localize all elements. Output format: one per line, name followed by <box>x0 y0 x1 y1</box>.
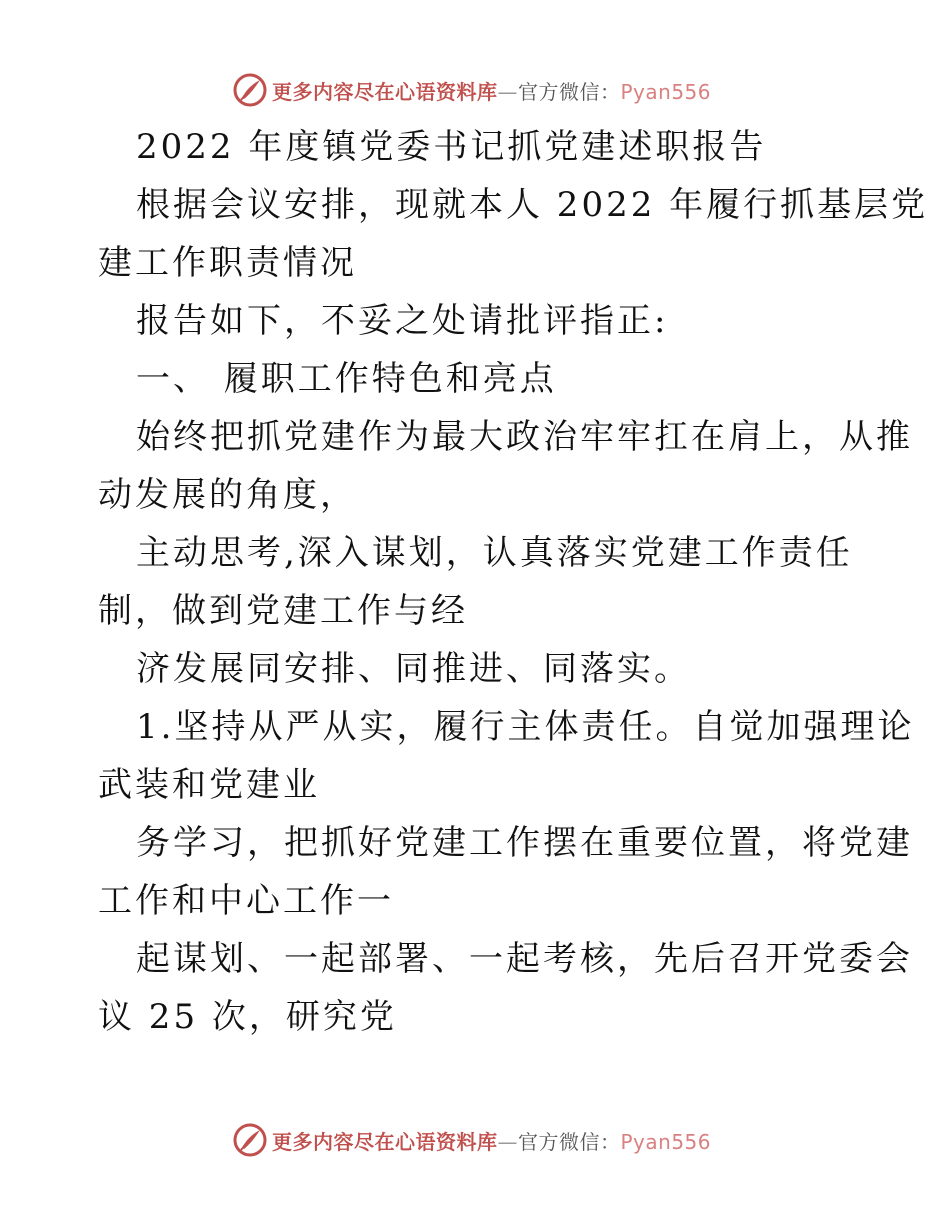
watermark-brand: 更多内容尽在心语资料库 <box>272 79 498 104</box>
quill-logo-icon <box>232 1122 268 1158</box>
paragraph-line: 务学习，把抓好党建工作摆在重要位置，将党建 <box>136 823 913 863</box>
paragraph-line: 制，做到党建工作与经 <box>98 591 468 631</box>
paragraph-line: 动发展的角度， <box>98 475 357 515</box>
watermark-brand: 更多内容尽在心语资料库 <box>272 1129 498 1154</box>
paragraph-line: 建工作职责情况 <box>98 243 357 283</box>
watermark-wechat-id: Pyan556 <box>620 79 712 104</box>
paragraph-line: 主动思考,深入谋划，认真落实党建工作责任 <box>136 533 853 573</box>
paragraph-line: 武装和党建业 <box>98 765 320 805</box>
paragraph-line: 起谋划、一起部署、一起考核，先后召开党委会 <box>136 939 913 979</box>
section-heading: 一、 履职工作特色和亮点 <box>136 359 557 399</box>
watermark-separator: — <box>497 1129 518 1154</box>
document-title: 2022 年度镇党委书记抓党建述职报告 <box>136 127 767 167</box>
paragraph-line: 1.坚持从严从实，履行主体责任。自觉加强理论 <box>136 707 915 747</box>
watermark-wechat-id: Pyan556 <box>620 1129 712 1154</box>
document-body <box>98 118 929 1046</box>
quill-logo-icon <box>232 72 268 108</box>
paragraph-line: 根据会议安排，现就本人 2022 年履行抓基层党 <box>136 185 929 225</box>
watermark-official-label: 官方微信： <box>518 1129 621 1154</box>
paragraph-line: 济发展同安排、同推进、同落实。 <box>136 649 691 689</box>
watermark-official-label: 官方微信： <box>518 79 621 104</box>
header-watermark <box>232 70 732 110</box>
paragraph-line: 工作和中心工作一 <box>98 881 394 921</box>
paragraph-line: 议 25 次，研究党 <box>98 997 397 1037</box>
footer-watermark <box>232 1120 732 1160</box>
watermark-separator: — <box>497 79 518 104</box>
paragraph-line: 始终把抓党建作为最大政治牢牢扛在肩上，从推 <box>136 417 913 457</box>
paragraph-line: 报告如下，不妥之处请批评指正: <box>136 301 669 341</box>
